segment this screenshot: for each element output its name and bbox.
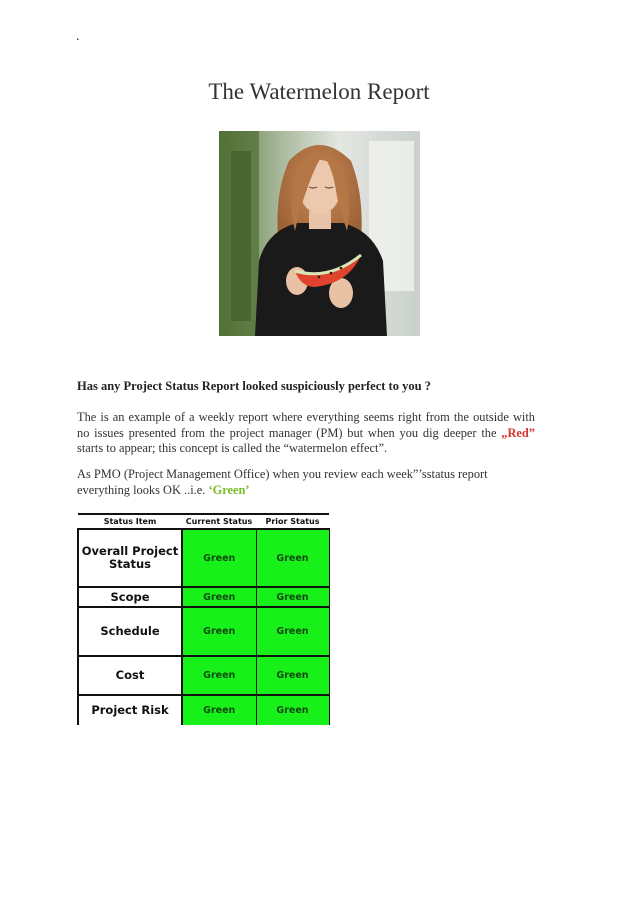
table-row <box>78 695 329 725</box>
red-status-word: „Red” <box>501 425 535 440</box>
green-status-word: ‘Green’ <box>208 482 250 497</box>
page-marker: . <box>76 29 80 44</box>
table-row <box>78 607 329 656</box>
header-prior-status: Prior Status <box>256 514 329 529</box>
table-row <box>78 587 329 607</box>
row-item-label: Scope <box>78 587 182 607</box>
row-prior-status: Green <box>256 607 329 656</box>
paragraph-pmo-review <box>77 467 535 498</box>
document-title: The Watermelon Report <box>208 79 430 104</box>
row-current-status: Green <box>182 607 256 656</box>
project-status-table <box>77 513 330 725</box>
photo-illustration <box>219 131 420 336</box>
row-item-label: Cost <box>78 656 182 695</box>
row-prior-status: Green <box>256 587 329 607</box>
table-row <box>78 529 329 587</box>
row-current-status: Green <box>182 587 256 607</box>
table-header-row <box>78 514 329 529</box>
paragraph-watermelon-effect <box>77 410 535 457</box>
row-item-label: Project Risk <box>78 695 182 725</box>
row-current-status: Green <box>182 695 256 725</box>
paragraph-text: As PMO (Project Management Office) when you review each week”’sstatus report everything looks OK ..i.e. <box>77 467 488 497</box>
row-current-status: Green <box>182 656 256 695</box>
row-item-label: Schedule <box>78 607 182 656</box>
woman-eating-watermelon-photo <box>219 131 420 336</box>
section-question: Has any Project Status Report looked suspiciously perfect to you ? <box>77 379 431 393</box>
row-item-label: Overall Project Status <box>78 529 182 587</box>
row-prior-status: Green <box>256 656 329 695</box>
paragraph-text-end: starts to appear; this concept is called the “watermelon effect”. <box>77 441 388 455</box>
row-prior-status: Green <box>256 695 329 725</box>
header-current-status: Current Status <box>182 514 256 529</box>
row-current-status: Green <box>182 529 256 587</box>
row-prior-status: Green <box>256 529 329 587</box>
paragraph-text: The is an example of a weekly report where everything seems right from the outside with no issues presented from the project manager (PM) but when you dig deeper the <box>77 410 535 440</box>
table-row <box>78 656 329 695</box>
header-status-item: Status Item <box>78 514 182 529</box>
